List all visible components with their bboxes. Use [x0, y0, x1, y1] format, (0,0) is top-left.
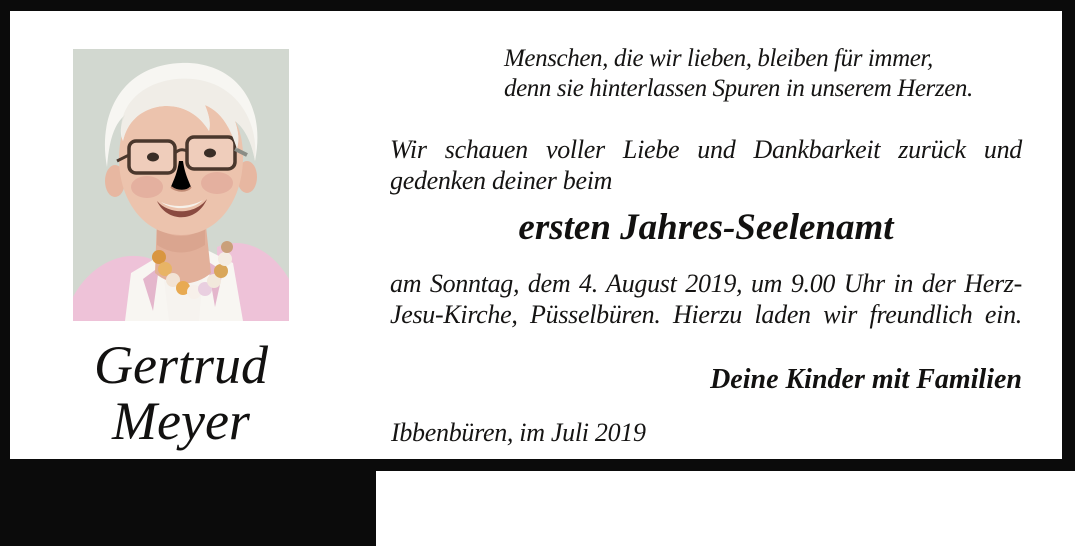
portrait-photo: [73, 49, 289, 321]
family-signature: Deine Kinder mit Familien: [710, 364, 1022, 395]
service-heading: ersten Jahres-Seelenamt: [518, 207, 894, 248]
verse-line-2: denn sie hinterlassen Spuren in unserem Herzen.: [504, 75, 973, 102]
opening-verse: [504, 44, 1064, 104]
intro-line-2: gedenken deiner beim: [390, 166, 613, 195]
place-date-line: Ibbenbüren, im Juli 2019: [391, 418, 646, 447]
service-details: [390, 268, 1022, 330]
details-line-1: am Sonntag, dem 4. August 2019, um 9.00 Uhr in der Herz-: [390, 269, 1022, 298]
deceased-first-name: Gertrud: [94, 335, 268, 395]
bottom-black-block: [0, 470, 376, 546]
deceased-name: [33, 337, 329, 449]
deceased-last-name: Meyer: [112, 391, 250, 451]
portrait-illustration: [73, 49, 289, 321]
intro-paragraph: [390, 134, 1022, 196]
verse-line-1: Menschen, die wir lieben, bleiben für immer,: [504, 45, 933, 72]
details-line-2: Jesu-Kirche, Püsselbüren. Hierzu laden wir freundlich ein.: [390, 300, 1022, 329]
intro-line-1: Wir schauen voller Liebe und Dankbarkeit zurück und: [390, 135, 1022, 164]
